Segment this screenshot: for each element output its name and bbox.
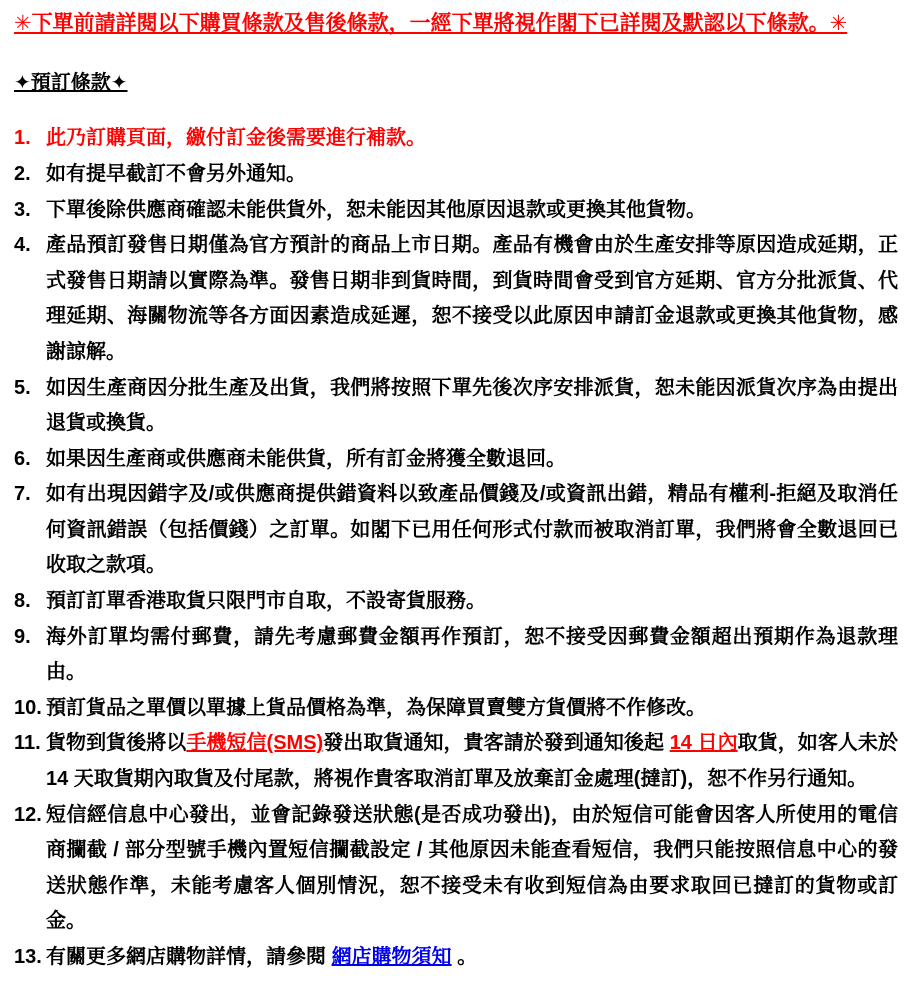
term-number: 12. [14,803,42,826]
shop-guide-link[interactable]: 網店購物須知 [331,946,452,968]
term-number: 1. [14,127,31,150]
term-text [46,726,898,797]
page-title: ✳下單前請詳閱以下購買條款及售後條款，一經下單將視作閣下已詳閱及默認以下條款。✳ [14,12,848,35]
term-number: 9. [14,625,31,648]
term-number: 6. [14,447,31,470]
term-item-4 [14,228,898,370]
term-text [46,157,898,193]
term-item-6 [14,442,898,478]
term-number: 4. [14,234,31,257]
term-number: 13. [14,946,42,968]
term-number: 11. [14,732,41,755]
section-heading-preorder-terms: ✦預訂條款✦ [14,72,128,95]
term-text [46,477,898,584]
term-text [46,584,898,620]
term-text [46,691,898,727]
term-item-9 [14,620,898,691]
pickup-deadline-highlight: 14 日內 [669,732,738,755]
sms-notice-highlight: 手機短信(SMS) [186,732,324,755]
term-text-segment: 預訂訂單香港取貨只限門市自取，不設寄貨服務。 [46,590,486,613]
term-item-1 [14,121,898,157]
term-text-segment: 。 [451,946,478,968]
term-text-segment: 預訂貨品之單價以單據上貨品價格為準，為保障買賣雙方貨價將不作修改。 [46,696,706,719]
terms-list [14,121,898,975]
term-item-10 [14,691,898,727]
term-text [46,228,898,370]
term-number: 5. [14,376,31,399]
term-text-segment: 此乃訂購頁面，繳付訂金後需要進行補款。 [46,127,426,150]
term-number: 10. [14,696,42,719]
term-text [46,620,898,691]
term-text [46,442,898,478]
term-text-segment: 有關更多網店購物詳情，請參閱 [46,946,332,968]
term-text [46,940,898,976]
term-text-segment: 海外訂單均需付郵費，請先考慮郵費金額再作預訂，恕不接受因郵費金額超出預期作為退款理由。 [46,625,898,684]
term-text [46,371,898,442]
term-text-segment: 產品預訂發售日期僅為官方預計的商品上市日期。產品有機會由於生產安排等原因造成延期，正式發售日期請以實際為準。發售日期非到貨時間，到貨時間會受到官方延期、官方分批派貨、代理延期、海關物流等各方面因素造成延遲，恕不接受以此原因申請訂金退款或更換其他貨物，感謝諒解。 [46,234,898,363]
term-text [46,121,898,157]
term-text-segment: 取貨，如客人未於 14 天取貨期內取貨及付尾款，將視作貴客取消訂單及放棄訂金處理(撻訂)，恕不作另行通知。 [46,732,898,791]
term-number: 3. [14,198,31,221]
term-item-12 [14,798,898,940]
term-text-segment: 貨物到貨後將以 [46,732,187,755]
term-text-segment: 如果因生產商或供應商未能供貨，所有訂金將獲全數退回。 [46,447,566,470]
term-text-segment: 下單後除供應商確認未能供貨外，恕未能因其他原因退款或更換其他貨物。 [46,198,706,221]
term-number: 8. [14,590,31,613]
term-text-segment: 短信經信息中心發出，並會記錄發送狀態(是否成功發出)，由於短信可能會因客人所使用的電信商攔截 / 部分型號手機內置短信攔截設定 / 其他原因未能查看短信，我們只能按照信息中心的發送狀態作準，未能考慮客人個別情況，恕不接受未有收到短信為由要求取回已撻訂的貨物或訂金。 [46,803,898,933]
term-text-segment: 如因生產商因分批生產及出貨，我們將按照下單先後次序安排派貨，恕未能因派貨次序為由提出退貨或換貨。 [46,376,898,435]
term-item-3 [14,193,898,229]
term-text-segment: 如有出現因錯字及/或供應商提供錯資料以致產品價錢及/或資訊出錯，精品有權利-拒絕及取消任何資訊錯誤（包括價錢）之訂單。如閣下已用任何形式付款而被取消訂單，我們將會全數退回已收取之款項。 [46,483,898,577]
term-item-5 [14,371,898,442]
term-text-segment: 發出取貨通知，貴客請於發到通知後起 [323,732,670,755]
term-text [46,193,898,229]
term-item-2 [14,157,898,193]
term-item-11 [14,726,898,797]
term-text-segment: 如有提早截訂不會另外通知。 [46,162,306,185]
term-item-13 [14,940,898,976]
term-number: 2. [14,162,31,185]
term-text [46,798,898,940]
term-number: 7. [14,483,31,506]
term-item-8 [14,584,898,620]
term-item-7 [14,477,898,584]
